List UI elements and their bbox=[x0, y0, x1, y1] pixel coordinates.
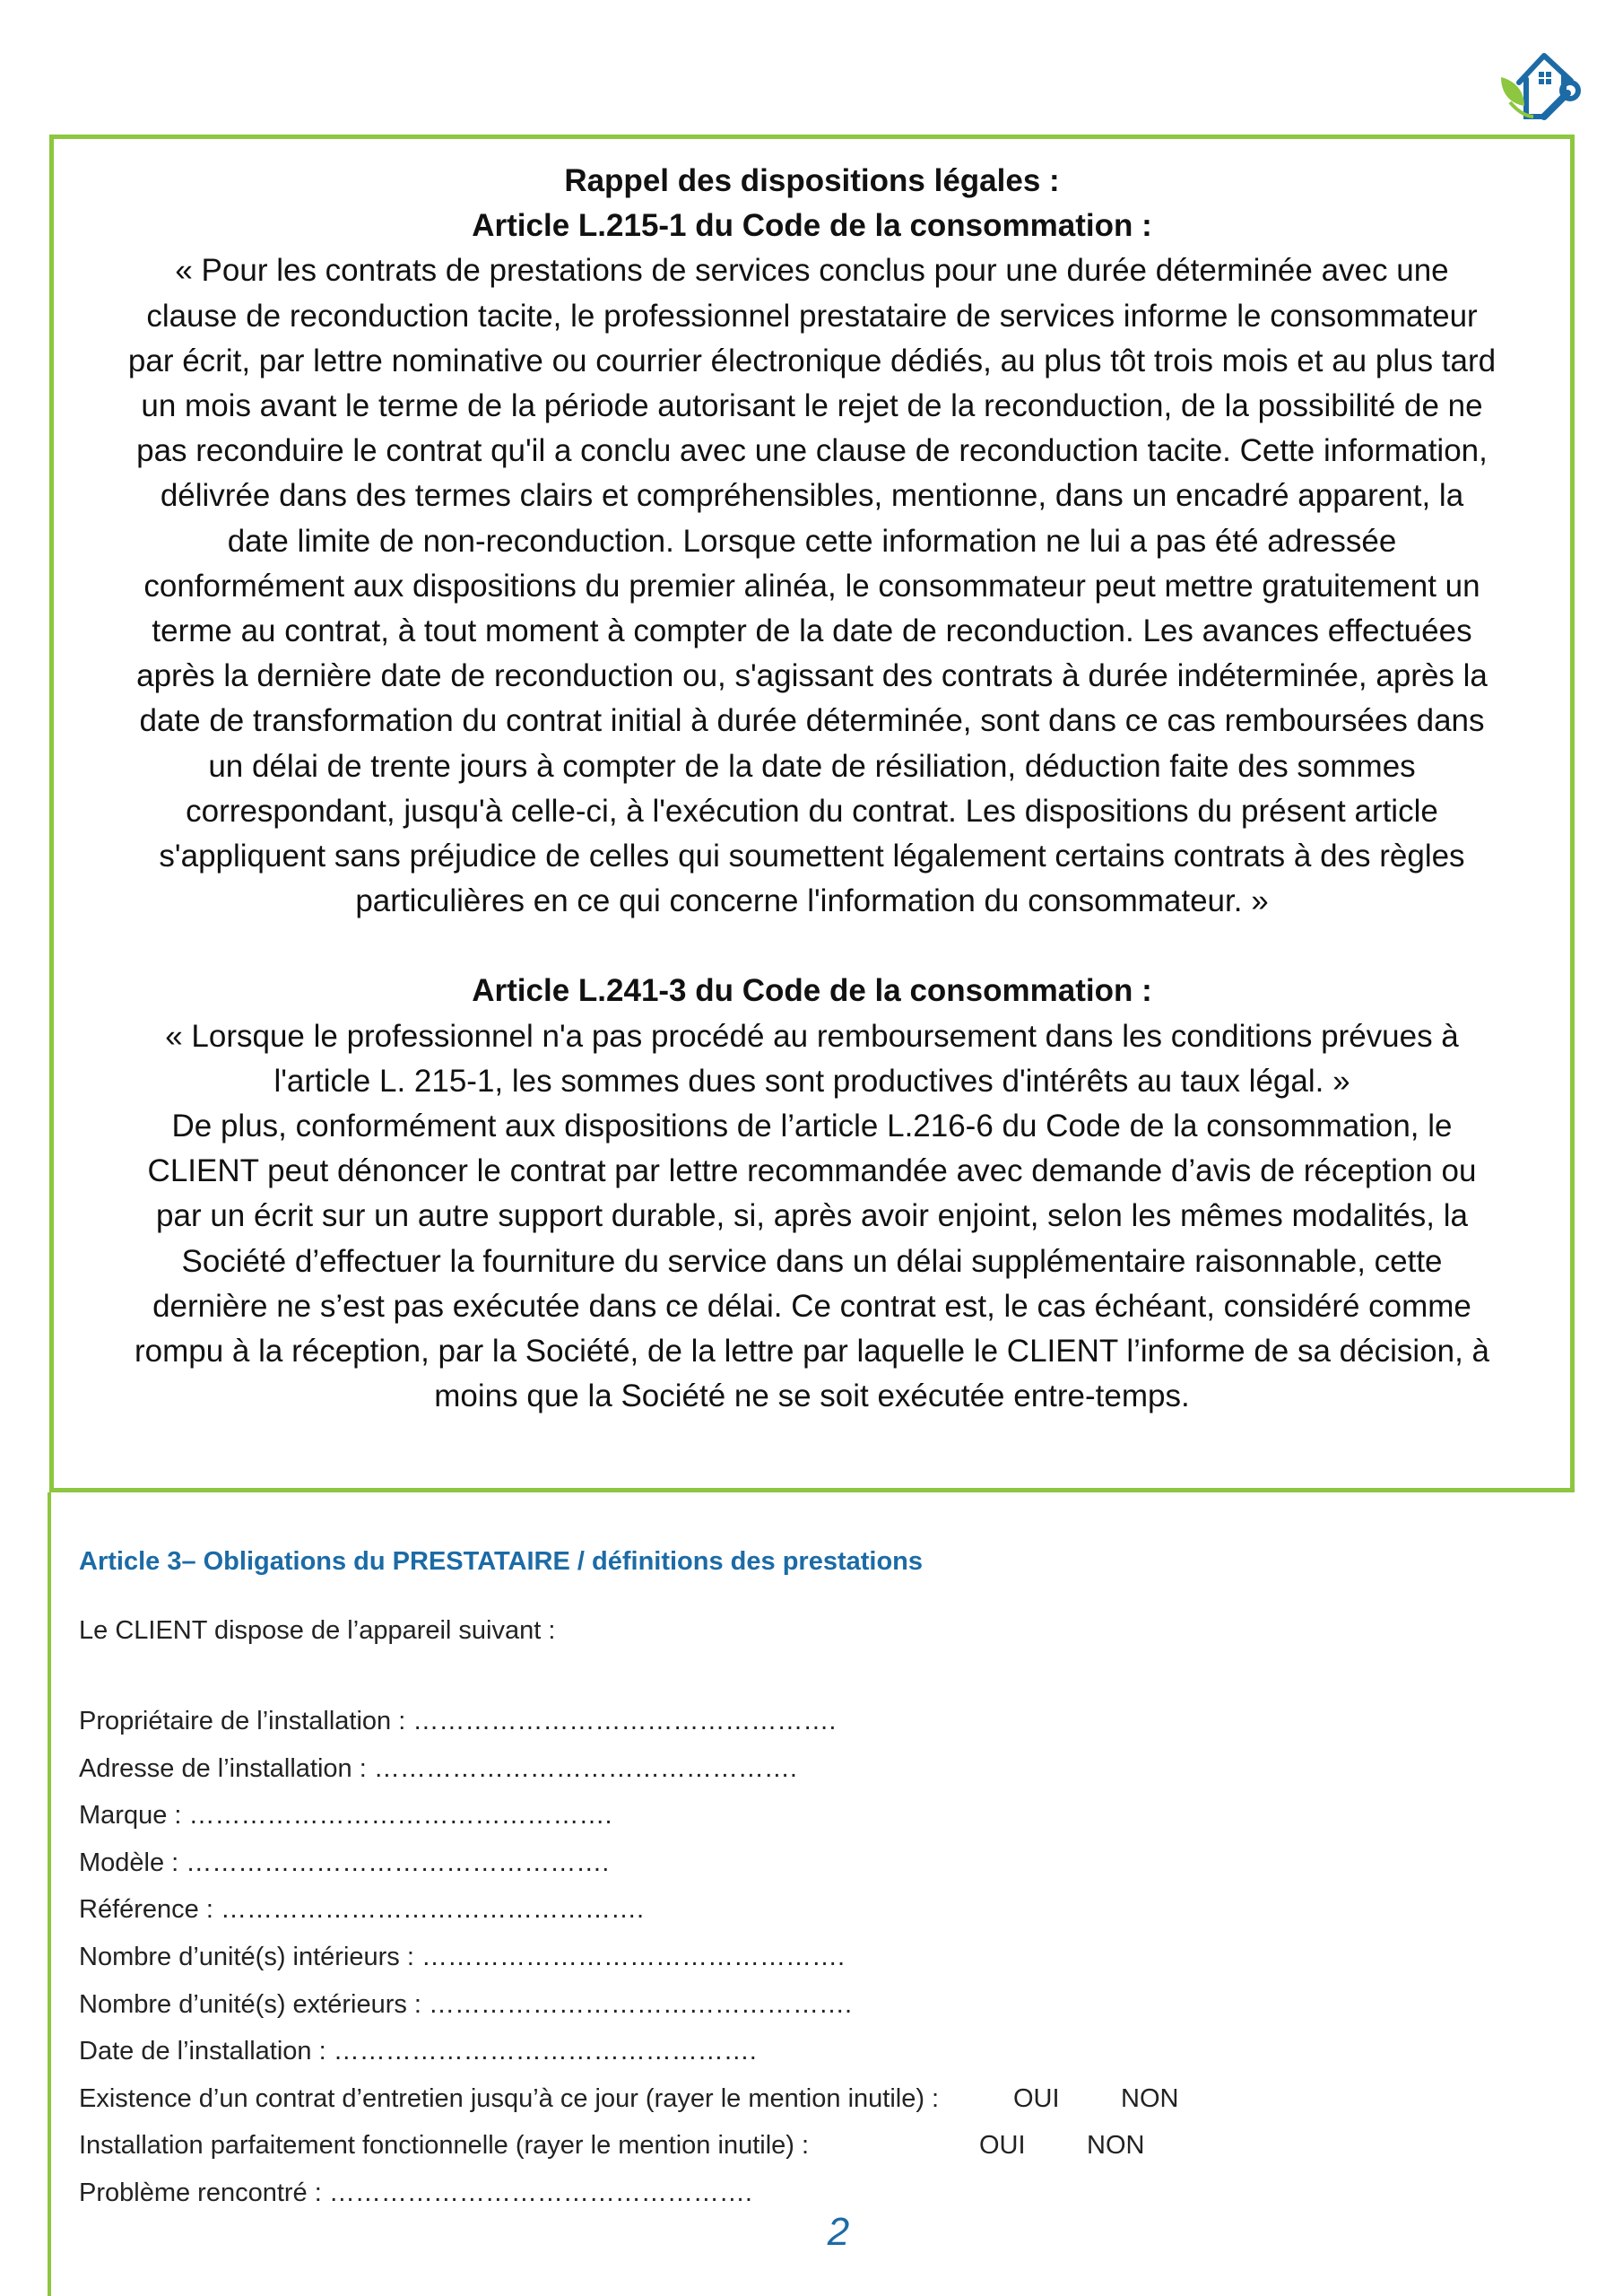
field-owner bbox=[79, 1698, 1558, 1745]
fill-in-blank[interactable]: …………………………………………. bbox=[220, 1895, 645, 1925]
article-3-intro: Le CLIENT dispose de l’appareil suivant : bbox=[79, 1616, 556, 1645]
field-address bbox=[79, 1745, 1558, 1793]
field-label: Marque : bbox=[79, 1801, 189, 1831]
article-l241-3-text: « Lorsque le professionnel n'a pas procédé au remboursement dans les conditions prévues à l'article L. 215-1, les sommes dues sont productives d'intérêts au taux légal. » bbox=[165, 1018, 1459, 1099]
option-oui[interactable]: OUI bbox=[1013, 2083, 1060, 2113]
fill-in-blank[interactable]: …………………………………………. bbox=[333, 2037, 757, 2066]
field-indoor-units bbox=[79, 1934, 1558, 1981]
fill-in-blank[interactable]: …………………………………………. bbox=[412, 1707, 837, 1735]
field-label: Nombre d’unité(s) extérieurs : bbox=[79, 1989, 430, 2019]
option-oui[interactable]: OUI bbox=[979, 2131, 1026, 2161]
field-label: Problème rencontré : bbox=[79, 2178, 329, 2207]
fill-in-blank[interactable]: …………………………………………. bbox=[328, 2178, 752, 2207]
field-maintenance-contract bbox=[79, 2075, 1558, 2123]
field-reference bbox=[79, 1886, 1558, 1934]
article-l215-1-heading: Article L.215-1 du Code de la consommation : bbox=[472, 208, 1152, 244]
field-label: Modèle : bbox=[79, 1848, 187, 1877]
field-label: Propriétaire de l’installation : bbox=[79, 1707, 413, 1735]
fill-in-blank[interactable]: …………………………………………. bbox=[429, 1989, 853, 2019]
article-l215-1-text: « Pour les contrats de prestations de services conclus pour une durée déterminée avec une clause de reconduction tacite, le professionnel prestataire de services informe le consommateur par écrit, par lettre nominative ou courrier électronique dédiés, au plus tôt trois mois et au plus tard un mois avant le terme de la période autorisant le rejet de la reconduction, de la possibilité de ne pas reconduire le contrat qu'il a conclu avec une clause de reconduction tacite. Cette information, délivrée dans des termes clairs et compréhensibles, mentionne, dans un encadré apparent, la date limite de non-reconduction. Lorsque cette information ne lui a pas été adressée conformément aux dispositions du premier alinéa, le consommateur peut mettre gratuitement un terme au contrat, à tout moment à compter de la date de reconduction. Les avances effectuées après la dernière date de reconduction ou, s'agissant des contrats à durée indéterminée, après la date de transformation du contrat initial à durée déterminée, sont dans ce cas remboursées dans un délai de trente jours à compter de la date de résiliation, déduction faite des sommes correspondant, jusqu'à celle-ci, à l'exécution du contrat. Les dispositions du présent article s'appliquent sans préjudice de celles qui soumettent légalement certains contrats à des règles particulières en ce qui concerne l'information du consommateur. » bbox=[127, 253, 1497, 919]
legal-reminder-box bbox=[49, 135, 1575, 1492]
fill-in-blank[interactable]: …………………………………………. bbox=[373, 1753, 797, 1783]
field-model bbox=[79, 1839, 1558, 1887]
field-label: Référence : bbox=[79, 1895, 221, 1925]
field-install-date bbox=[79, 2028, 1558, 2075]
page-number: 2 bbox=[827, 2210, 850, 2254]
fill-in-blank[interactable]: …………………………………………. bbox=[186, 1848, 610, 1877]
house-leaf-wrench-icon bbox=[1492, 39, 1582, 129]
field-label: Installation parfaitement fonctionnelle (rayer le mention inutile) : bbox=[79, 2131, 810, 2161]
field-outdoor-units bbox=[79, 1981, 1558, 2029]
article-l216-6-text: De plus, conformément aux dispositions de l’article L.216-6 du Code de la consommation, le CLIENT peut dénoncer le contrat par lettre recommandée avec demande d’avis de réception ou par un écrit sur un autre support durable, si, après avoir enjoint, selon les mêmes modalités, la Société d’effectuer la fourniture du service dans un délai supplémentaire raisonnable, cette dernière ne s’est pas exécutée dans ce délai. Ce contrat est, le cas échéant, considéré comme rompu à la réception, par la Société, de la lettre par laquelle le CLIENT l’informe de sa décision, à moins que la Société ne se soit exécutée entre-temps. bbox=[135, 1109, 1489, 1414]
spacer bbox=[126, 924, 1498, 969]
page-border bbox=[48, 1492, 51, 2296]
field-label: Existence d’un contrat d’entretien jusqu’à ce jour (rayer le mention inutile) : bbox=[79, 2083, 940, 2113]
field-label: Adresse de l’installation : bbox=[79, 1753, 374, 1783]
field-brand bbox=[79, 1792, 1558, 1839]
fill-in-blank[interactable]: …………………………………………. bbox=[188, 1801, 612, 1831]
legal-heading: Rappel des dispositions légales : bbox=[564, 163, 1060, 198]
fill-in-blank[interactable]: …………………………………………. bbox=[421, 1942, 846, 1971]
field-installation-functional bbox=[79, 2122, 1558, 2170]
field-label: Nombre d’unité(s) intérieurs : bbox=[79, 1942, 421, 1971]
article-3-title: Article 3– Obligations du PRESTATAIRE / définitions des prestations bbox=[79, 1547, 924, 1576]
option-non[interactable]: NON bbox=[1087, 2131, 1145, 2161]
legal-reminder-content bbox=[126, 159, 1498, 1419]
article-3-section bbox=[79, 1547, 1558, 2217]
option-non[interactable]: NON bbox=[1121, 2083, 1179, 2113]
article-l241-3-heading: Article L.241-3 du Code de la consommation : bbox=[472, 973, 1152, 1009]
field-label: Date de l’installation : bbox=[79, 2037, 334, 2066]
company-logo bbox=[1492, 39, 1582, 129]
